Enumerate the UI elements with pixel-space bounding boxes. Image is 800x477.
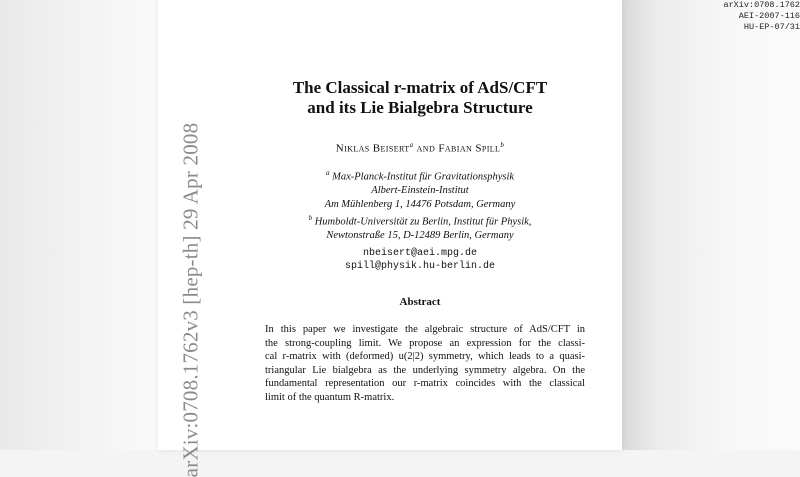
email-link[interactable]: nbeisert@aei.mpg.de [362, 248, 478, 259]
paper-title [240, 78, 600, 118]
title-line-1: The Classical r-matrix of AdS/CFT [292, 78, 548, 97]
affiliation-mark: b [308, 214, 313, 222]
author-conjunction: and [416, 142, 436, 155]
abstract-text [265, 323, 585, 405]
affiliation-line: $^a$ Max-Planck-Institut für Gravitationsphysik [325, 169, 515, 183]
email-link[interactable]: spill@physik.hu-berlin.de [344, 261, 496, 272]
affiliation-a [240, 167, 600, 211]
affiliation-line: Am Mühlenberg 1, 14476 Potsdam, Germany [324, 198, 516, 210]
abstract-line: cal r-matrix with (deformed) u(2|2) symmetry, which leads to a quasi- [265, 351, 585, 363]
author-name: Fabian Spill [438, 142, 501, 155]
affiliation-line: $^b$ Humboldt-Universität zu Berlin, Institut für Physik, [308, 214, 532, 228]
abstract-line: triangular Lie bialgebra as the underlying symmetry algebra. On the [265, 364, 585, 376]
abstract-line: the strong-coupling limit. We propose an expression for the classi- [265, 337, 585, 349]
viewer-background-right [622, 0, 800, 450]
affiliation-mark: a [325, 169, 330, 177]
report-id-aei: AEI-2007-116 [738, 11, 800, 21]
abstract-line: In this paper we investigate the algebraic structure of AdS/CFT in [265, 324, 585, 335]
affiliation-line: Newtonstraße 15, D-12489 Berlin, Germany [326, 230, 514, 241]
author-emails [240, 247, 600, 273]
abstract-heading: Abstract [399, 296, 441, 308]
affiliation-b [240, 212, 600, 243]
author-list [240, 141, 600, 155]
affiliation-mark: b [500, 141, 505, 149]
report-id-arxiv: arXiv:0708.1762 [723, 0, 800, 10]
affiliation-mark: a [409, 141, 414, 149]
viewer-background-left [0, 0, 158, 450]
arxiv-side-stamp: arXiv:0708.1762v3 [hep-th] 29 Apr 2008 [178, 122, 203, 477]
abstract-line: fundamental representation our r-matrix coincides with the classical [265, 378, 585, 390]
report-id-hu: HU-EP-07/31 [743, 22, 800, 32]
abstract-line: limit of the quantum R-matrix. [265, 391, 395, 403]
title-line-2: and its Lie Bialgebra Structure [307, 98, 533, 117]
affiliation-line: Albert-Einstein-Institut [371, 185, 469, 196]
author-name: Niklas Beisert [335, 142, 410, 155]
report-numbers [723, 0, 800, 33]
